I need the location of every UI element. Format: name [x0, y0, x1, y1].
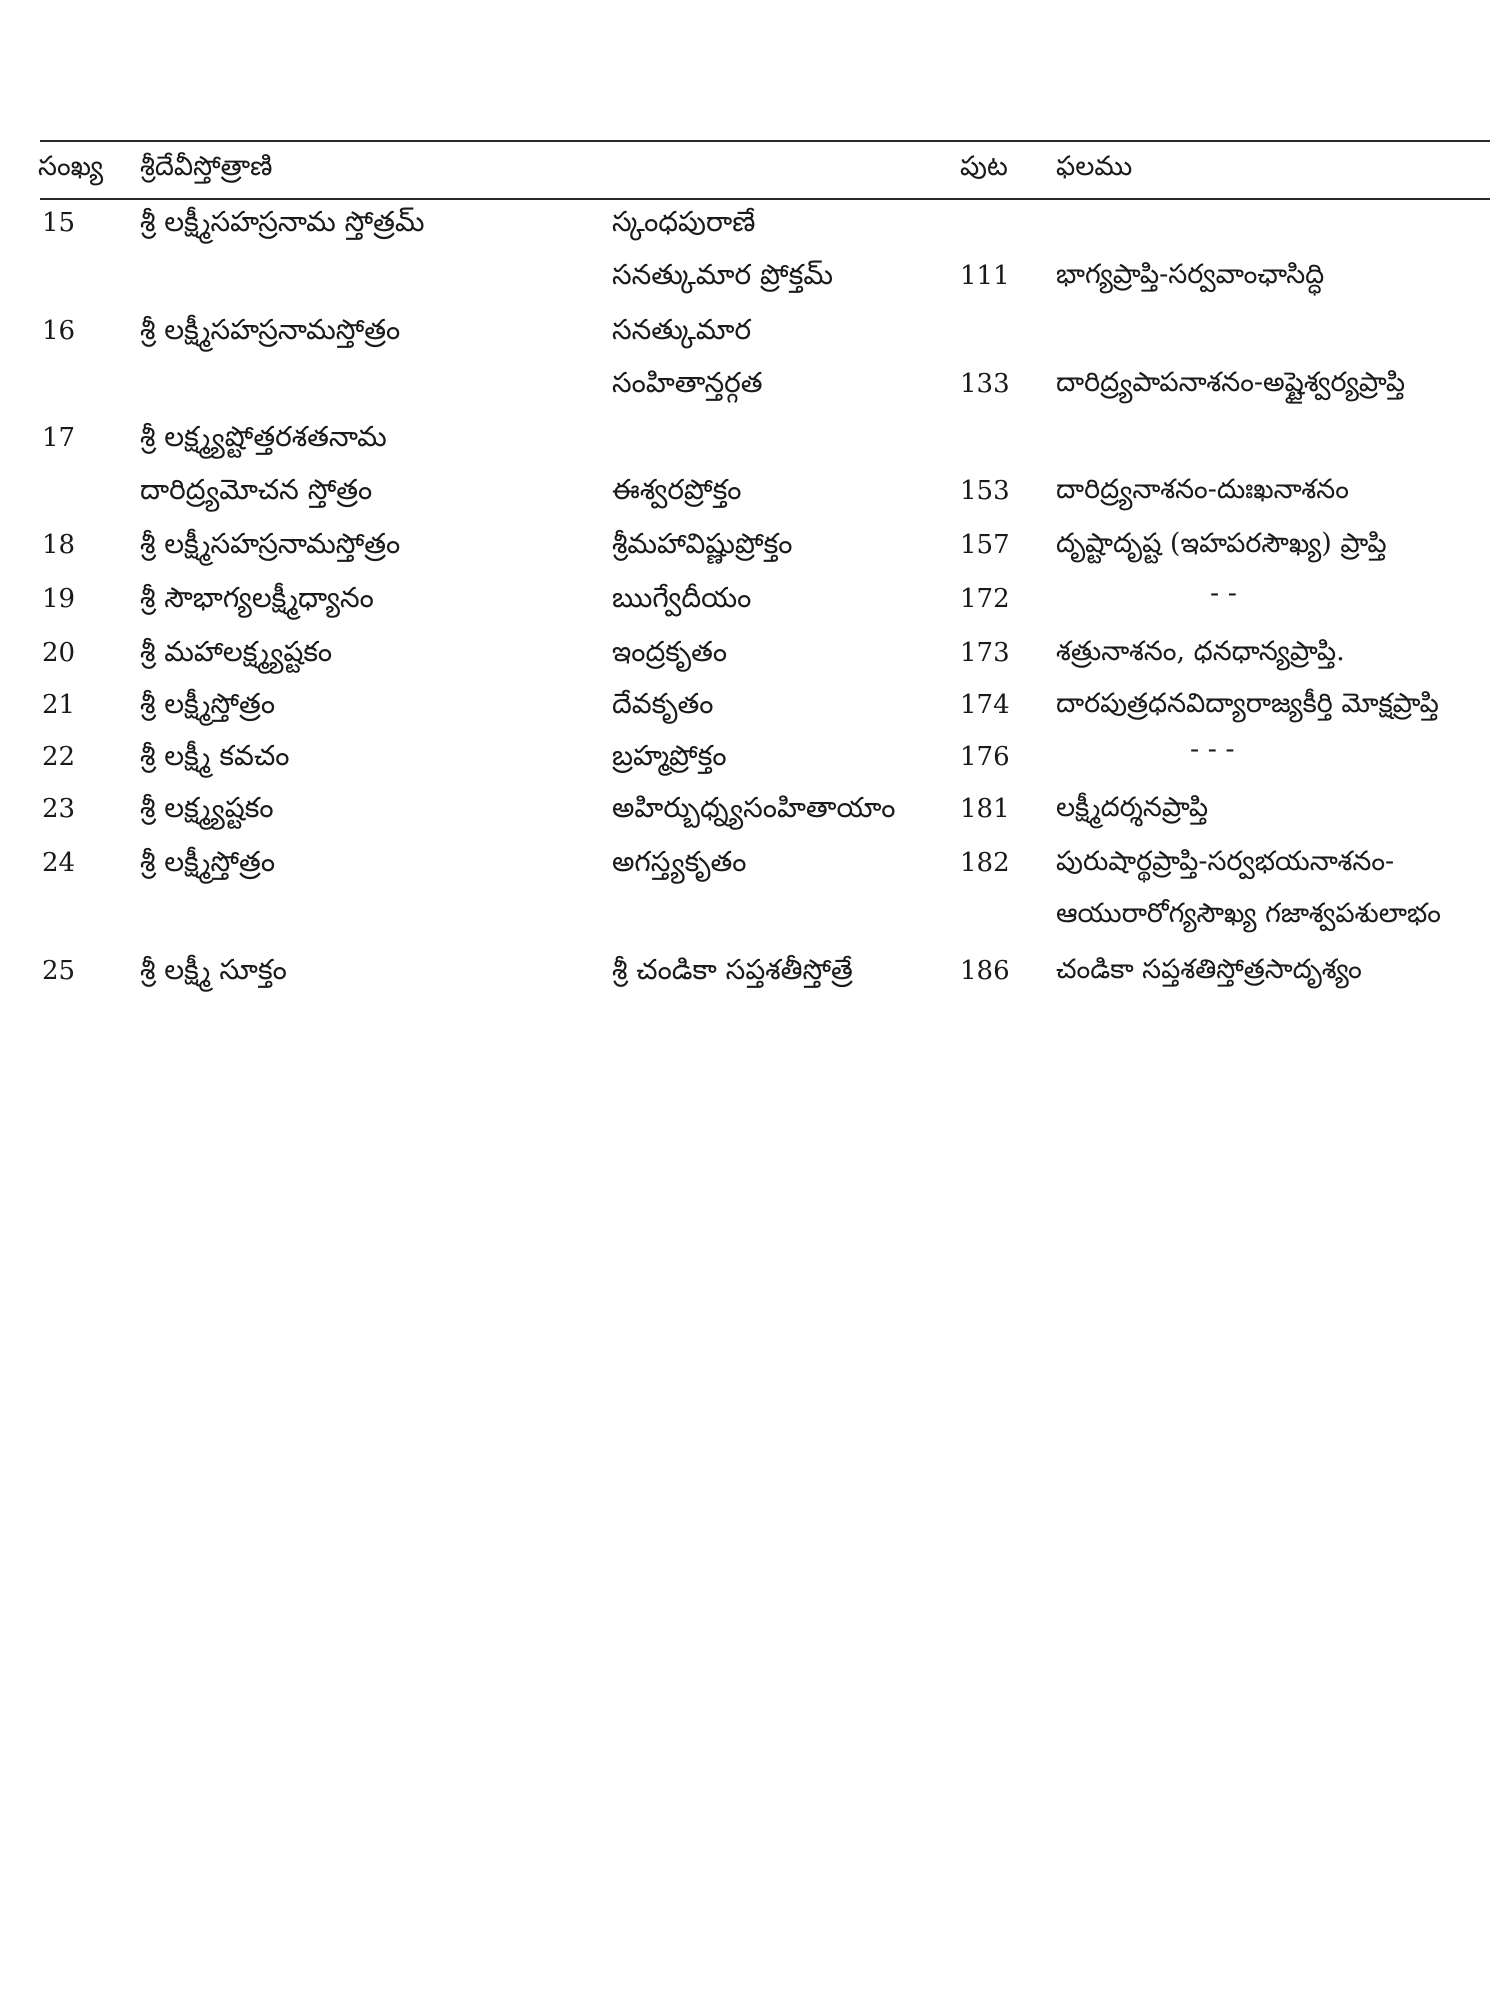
row-page: 186: [960, 956, 1010, 986]
row-page: 172: [960, 584, 1010, 614]
row-title: శ్రీ లక్ష్మీసహస్రనామ స్తోత్రమ్: [140, 205, 425, 238]
row-fruit: - - -: [1190, 734, 1235, 765]
row-page: 182: [960, 848, 1010, 878]
row-page: 133: [960, 369, 1010, 399]
row-source: అగస్త్యకృతం: [612, 845, 747, 878]
row-fruit: లక్ష్మీదర్శనప్రాప్తి: [1056, 792, 1209, 823]
row-source: స్కంధపురాణే: [612, 205, 756, 238]
row-number: 21: [42, 690, 76, 720]
row-title: శ్రీ సౌభాగ్యలక్ష్మీధ్యానం: [140, 581, 374, 614]
row-fruit: దృష్టాదృష్ట (ఇహపరసౌఖ్య) ప్రాప్తి: [1056, 528, 1387, 559]
row-number: 20: [42, 638, 76, 668]
row-source: సనత్కుమార: [612, 313, 752, 346]
header-page: పుట: [960, 151, 1008, 182]
row-source: సంహితాన్తర్గత: [612, 366, 763, 399]
row-fruit: పురుషార్థప్రాప్తి-సర్వభయనాశనం-: [1056, 846, 1395, 877]
row-page: 153: [960, 476, 1010, 506]
header-title: శ్రీదేవీస్తోత్రాణి: [140, 151, 273, 182]
row-fruit: భాగ్యప్రాప్తి-సర్వవాంఛాసిద్ధి: [1056, 259, 1325, 290]
row-number: 24: [42, 848, 76, 878]
row-title: శ్రీ లక్ష్మీస్తోత్రం: [140, 845, 276, 878]
row-source: శ్రీ చండికా సప్తశతీస్తోత్రే: [612, 953, 853, 986]
row-fruit: దారిద్ర్యనాశనం-దుఃఖనాశనం: [1056, 474, 1349, 505]
row-title-continued: దారిద్ర్యమోచన స్తోత్రం: [140, 473, 373, 506]
row-fruit: చండికా సప్తశతిస్తోత్రసాదృశ్యం: [1056, 954, 1362, 985]
row-source: అహిర్బుధ్న్యసంహితాయాం: [612, 791, 896, 824]
row-source: ఈశ్వరప్రోక్తం: [612, 473, 742, 506]
row-fruit: దారపుత్రధనవిద్యారాజ్యకీర్తి మోక్షప్రాప్తి: [1056, 688, 1439, 719]
row-page: 181: [960, 794, 1010, 824]
row-title: శ్రీ లక్ష్మ్యష్టకం: [140, 791, 274, 824]
row-fruit-continued: ఆయురారోగ్యసౌఖ్య గజాశ్వపశులాభం: [1056, 898, 1441, 929]
row-number: 15: [42, 208, 76, 238]
row-number: 19: [42, 584, 76, 614]
row-title: శ్రీ లక్ష్మీ కవచం: [140, 739, 290, 772]
row-title: శ్రీ లక్ష్మ్యష్టోత్తరశతనామ: [140, 420, 387, 453]
row-number: 22: [42, 742, 76, 772]
row-source: ఇంద్రకృతం: [612, 635, 728, 668]
row-number: 23: [42, 794, 76, 824]
row-fruit: - -: [1210, 578, 1237, 609]
row-title: శ్రీ లక్ష్మీసహస్రనామస్తోత్రం: [140, 313, 401, 346]
row-source: ఋగ్వేదీయం: [612, 581, 752, 614]
row-page: 157: [960, 530, 1010, 560]
row-fruit: దారిద్ర్యపాపనాశనం-అష్టైశ్వర్యప్రాప్తి: [1056, 367, 1406, 398]
row-number: 25: [42, 956, 76, 986]
header-bottom-rule: [40, 198, 1490, 200]
row-page: 111: [960, 261, 1010, 291]
row-fruit: శత్రునాశనం, ధనధాన్యప్రాప్తి.: [1056, 636, 1345, 667]
row-page: 176: [960, 742, 1010, 772]
row-source: సనత్కుమార ప్రోక్తమ్: [612, 258, 833, 291]
row-page: 174: [960, 690, 1010, 720]
row-title: శ్రీ లక్ష్మీసహస్రనామస్తోత్రం: [140, 527, 401, 560]
row-page: 173: [960, 638, 1010, 668]
row-title: శ్రీ మహాలక్ష్మ్యష్టకం: [140, 635, 333, 668]
header-number: సంఖ్య: [38, 151, 104, 182]
row-title: శ్రీ లక్ష్మీ సూక్తం: [140, 953, 287, 986]
row-number: 18: [42, 530, 76, 560]
row-number: 17: [42, 423, 76, 453]
table-top-rule: [40, 140, 1490, 142]
row-number: 16: [42, 316, 76, 346]
row-source: శ్రీమహావిష్ణుప్రోక్తం: [612, 527, 793, 560]
row-title: శ్రీ లక్ష్మీస్తోత్రం: [140, 687, 276, 720]
row-source: బ్రహ్మప్రోక్తం: [612, 739, 727, 772]
row-source: దేవకృతం: [612, 687, 714, 720]
header-fruit: ఫలము: [1056, 151, 1133, 182]
